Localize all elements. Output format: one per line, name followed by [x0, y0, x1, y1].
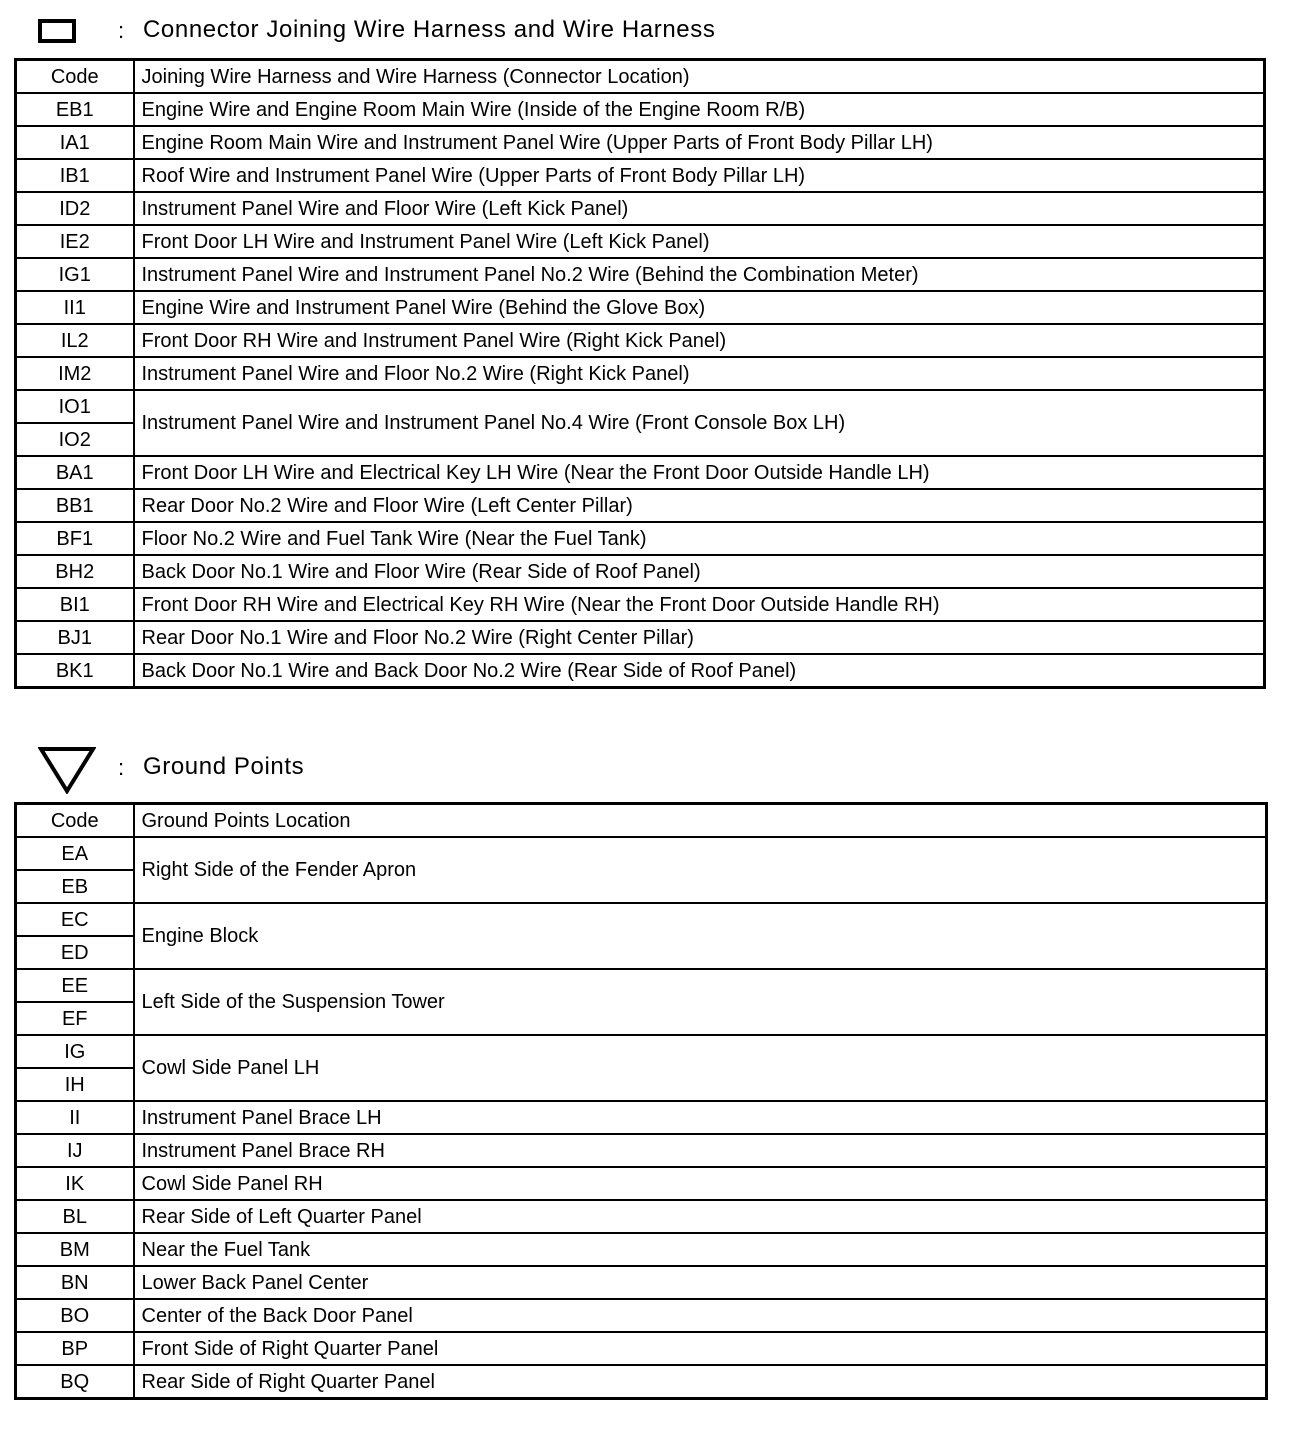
table-row [16, 1200, 1267, 1233]
code-cell: IA1 [16, 126, 134, 159]
table-row [16, 1101, 1267, 1134]
table-row [16, 1035, 1267, 1068]
location-column-header: Ground Points Location [134, 804, 1267, 838]
table-row [16, 93, 1265, 126]
location-cell: Back Door No.1 Wire and Back Door No.2 Wire (Rear Side of Roof Panel) [134, 654, 1265, 688]
code-cell: IH [16, 1068, 134, 1101]
code-cell: BB1 [16, 489, 134, 522]
grounds-section-title: Ground Points [143, 753, 305, 780]
location-cell: Front Door RH Wire and Electrical Key RH Wire (Near the Front Door Outside Handle RH) [134, 588, 1265, 621]
connectors-heading-colon: : [118, 18, 125, 43]
table-row [16, 1233, 1267, 1266]
code-cell: II1 [16, 291, 134, 324]
table-row [16, 489, 1265, 522]
table-row [16, 522, 1265, 555]
location-cell: Front Door LH Wire and Instrument Panel Wire (Left Kick Panel) [134, 225, 1265, 258]
location-cell: Rear Door No.2 Wire and Floor Wire (Left Center Pillar) [134, 489, 1265, 522]
table-row [16, 258, 1265, 291]
location-cell: Rear Door No.1 Wire and Floor No.2 Wire (Right Center Pillar) [134, 621, 1265, 654]
table-row [16, 291, 1265, 324]
table-row [16, 357, 1265, 390]
code-cell: BL [16, 1200, 134, 1233]
table-row [16, 555, 1265, 588]
code-cell: BP [16, 1332, 134, 1365]
location-cell: Front Door LH Wire and Electrical Key LH Wire (Near the Front Door Outside Handle LH) [134, 456, 1265, 489]
location-column-header: Joining Wire Harness and Wire Harness (Connector Location) [134, 60, 1265, 94]
code-cell: IO1 [16, 390, 134, 423]
connectors-section-title: Connector Joining Wire Harness and Wire Harness [143, 16, 716, 43]
code-cell: BM [16, 1233, 134, 1266]
code-cell: IO2 [16, 423, 134, 456]
square-outline-icon [38, 19, 76, 43]
location-cell: Floor No.2 Wire and Fuel Tank Wire (Near the Fuel Tank) [134, 522, 1265, 555]
location-cell: Rear Side of Left Quarter Panel [134, 1200, 1267, 1233]
table-row [16, 621, 1265, 654]
table-row [16, 1332, 1267, 1365]
code-cell: IM2 [16, 357, 134, 390]
code-column-header: Code [16, 60, 134, 94]
table-row [16, 126, 1265, 159]
code-cell: BK1 [16, 654, 134, 688]
table-row [16, 324, 1265, 357]
code-cell: BH2 [16, 555, 134, 588]
table-row [16, 1365, 1267, 1399]
code-cell: IK [16, 1167, 134, 1200]
location-cell: Center of the Back Door Panel [134, 1299, 1267, 1332]
table-row [16, 588, 1265, 621]
grounds-heading-colon: : [118, 755, 125, 780]
location-cell: Front Side of Right Quarter Panel [134, 1332, 1267, 1365]
code-cell: BN [16, 1266, 134, 1299]
location-cell: Right Side of the Fender Apron [134, 837, 1267, 903]
table-row [16, 1134, 1267, 1167]
table-row [16, 456, 1265, 489]
code-cell: EB1 [16, 93, 134, 126]
code-cell: ID2 [16, 192, 134, 225]
table-row [16, 903, 1267, 936]
connectors-table-body [16, 93, 1265, 688]
location-cell: Cowl Side Panel LH [134, 1035, 1267, 1101]
table-header-row [16, 804, 1267, 838]
code-cell: BJ1 [16, 621, 134, 654]
code-cell: IE2 [16, 225, 134, 258]
location-cell: Cowl Side Panel RH [134, 1167, 1267, 1200]
code-cell: IG1 [16, 258, 134, 291]
code-cell: EB [16, 870, 134, 903]
code-cell: IG [16, 1035, 134, 1068]
code-cell: EE [16, 969, 134, 1002]
code-cell: BI1 [16, 588, 134, 621]
code-cell: BQ [16, 1365, 134, 1399]
code-cell: EC [16, 903, 134, 936]
table-row [16, 1167, 1267, 1200]
code-cell: EF [16, 1002, 134, 1035]
code-cell: EA [16, 837, 134, 870]
table-row [16, 1266, 1267, 1299]
table-row [16, 390, 1265, 423]
ground-points-table-body [16, 837, 1267, 1399]
code-cell: IL2 [16, 324, 134, 357]
table-row [16, 654, 1265, 688]
location-cell: Roof Wire and Instrument Panel Wire (Upper Parts of Front Body Pillar LH) [134, 159, 1265, 192]
location-cell: Instrument Panel Wire and Floor Wire (Left Kick Panel) [134, 192, 1265, 225]
location-cell: Instrument Panel Wire and Floor No.2 Wire (Right Kick Panel) [134, 357, 1265, 390]
code-cell: IB1 [16, 159, 134, 192]
location-cell: Engine Wire and Engine Room Main Wire (Inside of the Engine Room R/B) [134, 93, 1265, 126]
location-cell: Rear Side of Right Quarter Panel [134, 1365, 1267, 1399]
location-cell: Instrument Panel Brace RH [134, 1134, 1267, 1167]
code-cell: BF1 [16, 522, 134, 555]
location-cell: Instrument Panel Wire and Instrument Panel No.2 Wire (Behind the Combination Meter) [134, 258, 1265, 291]
table-row [16, 159, 1265, 192]
table-row [16, 1299, 1267, 1332]
location-cell: Near the Fuel Tank [134, 1233, 1267, 1266]
location-cell: Engine Wire and Instrument Panel Wire (Behind the Glove Box) [134, 291, 1265, 324]
location-cell: Left Side of the Suspension Tower [134, 969, 1267, 1035]
table-header-row [16, 60, 1265, 94]
table-row [16, 837, 1267, 870]
location-cell: Instrument Panel Wire and Instrument Panel No.4 Wire (Front Console Box LH) [134, 390, 1265, 456]
location-cell: Lower Back Panel Center [134, 1266, 1267, 1299]
code-cell: BA1 [16, 456, 134, 489]
inverted-triangle-icon [38, 746, 96, 794]
code-cell: II [16, 1101, 134, 1134]
code-cell: BO [16, 1299, 134, 1332]
connectors-table [14, 58, 1266, 689]
location-cell: Engine Block [134, 903, 1267, 969]
table-row [16, 225, 1265, 258]
location-cell: Front Door RH Wire and Instrument Panel Wire (Right Kick Panel) [134, 324, 1265, 357]
location-cell: Engine Room Main Wire and Instrument Panel Wire (Upper Parts of Front Body Pillar LH) [134, 126, 1265, 159]
table-row [16, 192, 1265, 225]
code-cell: IJ [16, 1134, 134, 1167]
code-cell: ED [16, 936, 134, 969]
code-column-header: Code [16, 804, 134, 838]
table-row [16, 969, 1267, 1002]
ground-points-table [14, 802, 1268, 1400]
location-cell: Back Door No.1 Wire and Floor Wire (Rear Side of Roof Panel) [134, 555, 1265, 588]
location-cell: Instrument Panel Brace LH [134, 1101, 1267, 1134]
